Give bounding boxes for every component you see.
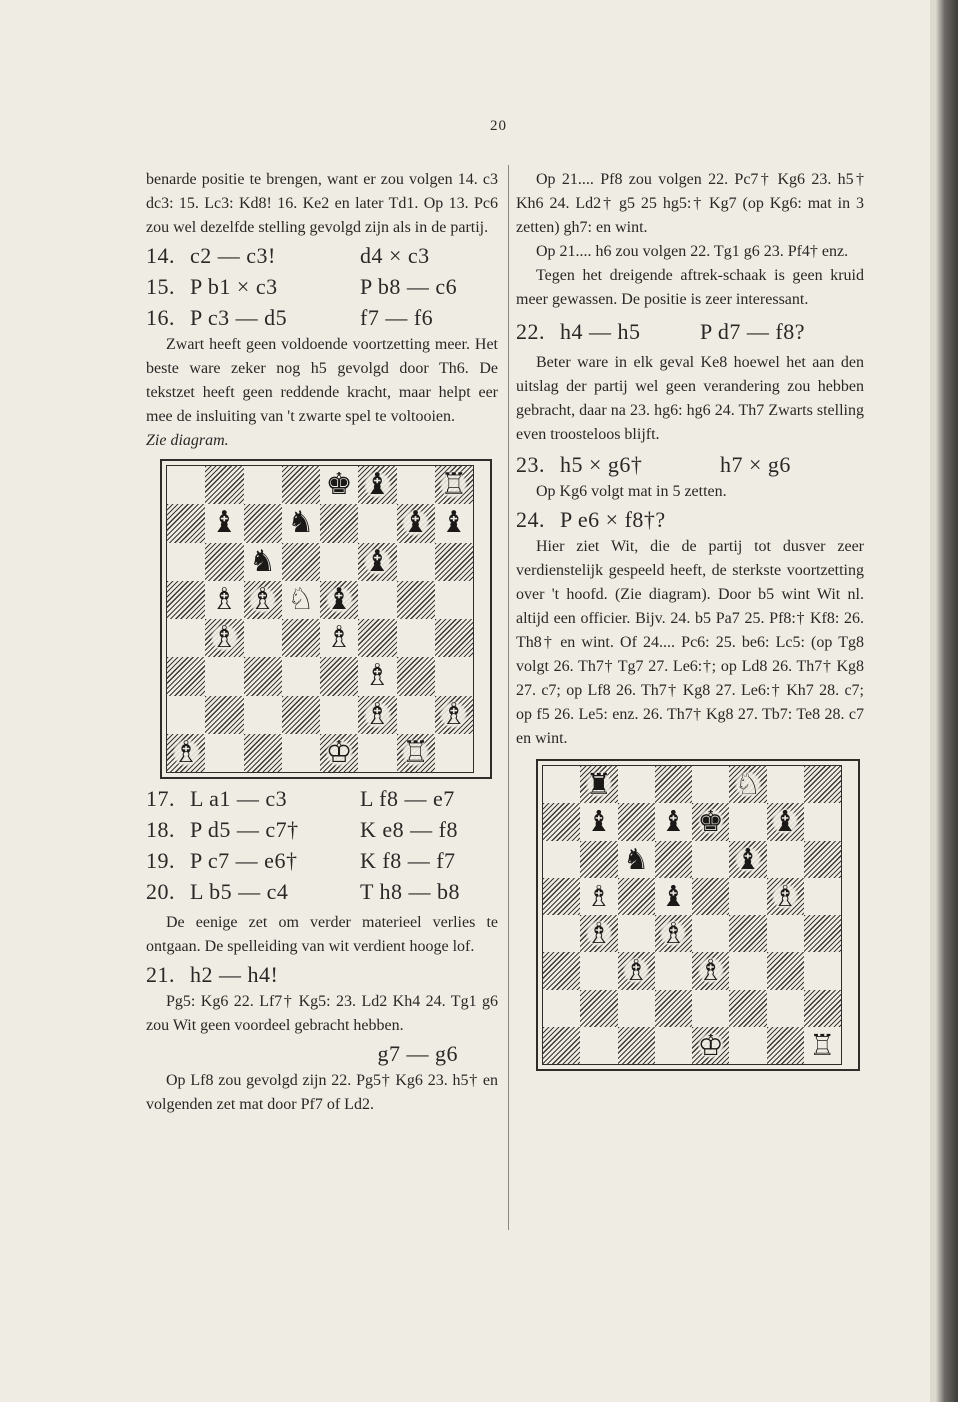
board-square (205, 696, 243, 734)
board-square (167, 696, 205, 734)
black-move: L f8 — e7 (360, 786, 455, 811)
board-square (729, 878, 766, 915)
moves-14-16 (146, 240, 498, 333)
board-square (729, 915, 766, 952)
white-move: h5 × g6† (560, 452, 643, 477)
move-number: 14. (146, 243, 175, 268)
board-square (729, 841, 766, 878)
move-21 (146, 959, 498, 990)
board-square (692, 990, 729, 1027)
board-grid (542, 765, 842, 1065)
board-square (205, 619, 243, 657)
black-bishop-icon: ♝ (772, 804, 799, 839)
white-move: P b1 × c3 (190, 274, 278, 299)
board-square (655, 841, 692, 878)
board-square (767, 841, 804, 878)
paragraph-2: Zwart heeft geen voldoende voortzetting meer. Het beste ware zeker nog h5 gevolgd door Th6. De tekstzet heeft geen reddende kracht, maar helpt eer mee de insluiting van 't zwarte spel te voltooien. (146, 336, 498, 425)
white-bishop-icon: ♗ (623, 953, 650, 988)
board-square (320, 466, 358, 504)
board-square (167, 543, 205, 581)
board-square (244, 734, 282, 772)
board-square (543, 1027, 580, 1064)
paragraph-10: Op Kg6 volgt mat in 5 zetten. (536, 483, 727, 500)
board-square (282, 734, 320, 772)
board-square (804, 841, 841, 878)
board-square (358, 504, 396, 542)
board-square (167, 504, 205, 542)
board-square (205, 543, 243, 581)
move-24 (516, 504, 864, 535)
black-knight-icon: ♞ (249, 543, 277, 579)
board-square (767, 766, 804, 803)
white-bishop-icon: ♗ (772, 878, 799, 913)
board-square (729, 990, 766, 1027)
board-square (804, 915, 841, 952)
right-column (516, 168, 864, 1071)
see-diagram-note: Zie diagram. (146, 432, 229, 449)
paragraph-11: Hier ziet Wit, die de partij tot dusver zeer verdienstelijk gespeeld heeft, de sterkste voortzetting over 't hoofd. (Zie diagram). Door b5 wint Wit nl. altijd een officier. Bijv. 24. b5 Pa7 25. Pf8:† Kf8: 26. Th8† en wint. Of 24.... Pc6: 25. be6: Lc5: (op Tg8 volgt 26. Th7† Tg7 27. Le6:†; op Ld8 26. Th7† Kg8 27. c7; op Lf8 26. Th7† Kg8 27. Le6:† Kh7 28. c7; op f5 26. Le5: enz. 26. Th7† Kg8 27. Tb7: Te8 28. c7 en wint. (516, 538, 864, 747)
board-square (397, 466, 435, 504)
move-number: 22. (516, 319, 545, 344)
white-knight-icon: ♘ (734, 767, 761, 802)
move-number: 24. (516, 507, 545, 532)
board-square (580, 1027, 617, 1064)
column-divider (508, 165, 509, 1230)
black-move: g7 — g6 (377, 1041, 458, 1066)
page-edge-shadow (936, 0, 958, 1402)
board-square (692, 841, 729, 878)
board-square (618, 952, 655, 989)
board-square (435, 543, 473, 581)
board-square (435, 696, 473, 734)
board-square (397, 657, 435, 695)
board-square (244, 619, 282, 657)
left-column (146, 168, 498, 1117)
black-bishop-icon: ♝ (660, 804, 687, 839)
black-bishop-icon: ♝ (363, 543, 391, 579)
move-22 (516, 316, 864, 347)
move-number: 15. (146, 274, 175, 299)
white-move: P c3 — d5 (190, 305, 288, 330)
board-square (767, 878, 804, 915)
move-row (146, 271, 498, 302)
black-move: f7 — f6 (360, 305, 434, 330)
move-row (146, 814, 498, 845)
white-rook-icon: ♖ (440, 467, 468, 503)
black-move: d4 × c3 (360, 243, 430, 268)
board-square (320, 696, 358, 734)
board-square (692, 952, 729, 989)
board-square (358, 696, 396, 734)
white-move: L a1 — c3 (190, 786, 288, 811)
board-square (804, 990, 841, 1027)
white-king-icon: ♔ (325, 734, 353, 770)
board-square (692, 1027, 729, 1064)
board-square (167, 657, 205, 695)
paragraph-9: Beter ware in elk geval Ke8 hoewel het aan den uitslag der partij wel geen verandering zou hebben gebracht, daar na 23. hg6: hg6 24. Th7 Zwarts stelling even troosteloos blijft. (516, 354, 864, 443)
board-square (320, 657, 358, 695)
move-row (146, 240, 498, 271)
board-square (205, 657, 243, 695)
board-square (282, 466, 320, 504)
board-square (320, 504, 358, 542)
paragraph-5: Op Lf8 zou gevolgd zijn 22. Pg5† Kg6 23. h5† en volgenden zet mat door Pf7 of Ld2. (146, 1072, 498, 1113)
board-square (580, 803, 617, 840)
white-move: h4 — h5 (560, 319, 641, 344)
paragraph-4: Pg5: Kg6 22. Lf7† Kg5: 23. Ld2 Kh4 24. Tg1 g6 zou Wit geen voordeel gebracht hebben. (146, 993, 498, 1034)
move-row (146, 302, 498, 333)
board-square (729, 952, 766, 989)
board-square (435, 466, 473, 504)
white-bishop-icon: ♗ (172, 734, 200, 770)
board-square (167, 466, 205, 504)
board-square (397, 543, 435, 581)
board-square (655, 1027, 692, 1064)
board-square (167, 619, 205, 657)
board-square (282, 504, 320, 542)
board-square (580, 990, 617, 1027)
board-square (435, 734, 473, 772)
board-square (320, 734, 358, 772)
board-square (435, 504, 473, 542)
board-square (618, 766, 655, 803)
board-square (358, 619, 396, 657)
board-square (618, 990, 655, 1027)
white-move: P d5 — c7† (190, 817, 299, 842)
black-bishop-icon: ♝ (402, 505, 430, 541)
board-square (320, 619, 358, 657)
paragraph-6: Op 21.... Pf8 zou volgen 22. Pc7† Kg6 23. h5† Kh6 24. Ld2† g5 25 hg5:† Kg7 (op Kg6: mat in 3 zetten) gh7: en wint. (516, 171, 864, 236)
board-square (543, 841, 580, 878)
chess-diagram-1 (160, 459, 492, 779)
black-move: P d7 — f8? (700, 319, 806, 344)
white-rook-icon: ♖ (402, 734, 430, 770)
white-bishop-icon: ♗ (585, 878, 612, 913)
board-square (543, 990, 580, 1027)
board-square (397, 581, 435, 619)
board-square (205, 581, 243, 619)
move-row (146, 783, 498, 814)
board-square (244, 581, 282, 619)
board-square (244, 466, 282, 504)
board-square (804, 803, 841, 840)
board-square (804, 766, 841, 803)
black-bishop-icon: ♝ (660, 878, 687, 913)
board-square (655, 878, 692, 915)
white-bishop-icon: ♗ (440, 696, 468, 732)
move-row (146, 876, 498, 907)
black-bishop-icon: ♝ (734, 841, 761, 876)
black-knight-icon: ♞ (623, 841, 650, 876)
board-square (282, 581, 320, 619)
page-number: 20 (490, 118, 507, 134)
white-move: h2 — h4! (190, 962, 279, 987)
board-square (397, 734, 435, 772)
black-rook-icon: ♜ (585, 767, 612, 802)
board-square (397, 696, 435, 734)
board-square (358, 657, 396, 695)
move-23 (516, 449, 864, 480)
white-move: L b5 — c4 (190, 879, 289, 904)
move-row (146, 845, 498, 876)
board-square (435, 581, 473, 619)
board-square (543, 878, 580, 915)
black-bishop-icon: ♝ (210, 505, 238, 541)
paragraph-3: De eenige zet om verder materieel verlies te ontgaan. De spelleiding van wit verdient hooge lof. (146, 914, 498, 955)
move-number: 23. (516, 452, 545, 477)
board-square (543, 915, 580, 952)
board-square (618, 841, 655, 878)
board-square (655, 952, 692, 989)
board-square (244, 504, 282, 542)
board-square (767, 1027, 804, 1064)
white-bishop-icon: ♗ (660, 916, 687, 951)
board-square (320, 543, 358, 581)
white-move: P e6 × f8†? (560, 507, 666, 532)
board-square (618, 878, 655, 915)
board-square (282, 619, 320, 657)
board-square (358, 734, 396, 772)
black-move: K e8 — f8 (360, 817, 458, 842)
white-bishop-icon: ♗ (325, 620, 353, 656)
board-square (244, 696, 282, 734)
board-square (655, 990, 692, 1027)
board-square (767, 952, 804, 989)
board-square (543, 952, 580, 989)
board-square (205, 466, 243, 504)
board-square (167, 734, 205, 772)
board-grid (166, 465, 474, 773)
board-square (358, 581, 396, 619)
white-bishop-icon: ♗ (697, 953, 724, 988)
board-square (804, 1027, 841, 1064)
black-bishop-icon: ♝ (325, 581, 353, 617)
black-bishop-icon: ♝ (363, 467, 391, 503)
move-number: 17. (146, 786, 175, 811)
board-square (435, 657, 473, 695)
paragraph-8: Tegen het dreigende aftrek-schaak is geen kruid meer gewassen. De positie is zeer interessant. (516, 267, 864, 308)
board-square (435, 619, 473, 657)
board-square (655, 915, 692, 952)
board-square (692, 766, 729, 803)
board-square (767, 915, 804, 952)
board-square (655, 803, 692, 840)
white-bishop-icon: ♗ (363, 658, 391, 694)
board-square (729, 803, 766, 840)
board-square (767, 990, 804, 1027)
board-square (543, 803, 580, 840)
black-king-icon: ♚ (325, 467, 353, 503)
move-number: 18. (146, 817, 175, 842)
black-move: h7 × g6 (720, 452, 791, 477)
paragraph-7: Op 21.... h6 zou volgen 22. Tg1 g6 23. Pf4† enz. (536, 243, 849, 260)
white-move: P c7 — e6† (190, 848, 298, 873)
chess-diagram-2 (536, 759, 860, 1071)
black-move: T h8 — b8 (360, 879, 461, 904)
board-square (244, 657, 282, 695)
white-knight-icon: ♘ (287, 581, 315, 617)
board-square (580, 878, 617, 915)
board-square (320, 581, 358, 619)
board-square (358, 543, 396, 581)
board-square (580, 841, 617, 878)
black-move: K f8 — f7 (360, 848, 456, 873)
board-square (205, 504, 243, 542)
white-bishop-icon: ♗ (210, 581, 238, 617)
white-bishop-icon: ♗ (210, 620, 238, 656)
black-move: P b8 — c6 (360, 274, 458, 299)
board-square (692, 915, 729, 952)
board-square (282, 696, 320, 734)
board-square (580, 952, 617, 989)
black-bishop-icon: ♝ (585, 804, 612, 839)
board-square (655, 766, 692, 803)
white-rook-icon: ♖ (809, 1027, 836, 1062)
move-number: 16. (146, 305, 175, 330)
board-square (618, 915, 655, 952)
board-square (282, 657, 320, 695)
board-square (692, 803, 729, 840)
board-square (618, 803, 655, 840)
white-bishop-icon: ♗ (363, 696, 391, 732)
board-square (205, 734, 243, 772)
board-square (580, 915, 617, 952)
board-square (804, 952, 841, 989)
board-square (618, 1027, 655, 1064)
board-square (543, 766, 580, 803)
paragraph-1: benarde positie te brengen, want er zou volgen 14. c3 dc3: 15. Lc3: Kd8! 16. Ke2 en later Td1. Op 13. Pc6 zou wel dezelfde stelling gevolgd zijn als in de partij. (146, 171, 498, 236)
move-number: 20. (146, 879, 175, 904)
board-square (804, 878, 841, 915)
black-knight-icon: ♞ (287, 505, 315, 541)
board-square (729, 766, 766, 803)
white-bishop-icon: ♗ (249, 581, 277, 617)
board-square (580, 766, 617, 803)
board-square (358, 466, 396, 504)
board-square (692, 878, 729, 915)
board-square (729, 1027, 766, 1064)
board-square (397, 504, 435, 542)
board-square (767, 803, 804, 840)
white-move: c2 — c3! (190, 243, 276, 268)
move-number: 19. (146, 848, 175, 873)
moves-17-20 (146, 783, 498, 907)
black-king-icon: ♚ (697, 804, 724, 839)
move-21-black (146, 1038, 498, 1069)
board-square (282, 543, 320, 581)
black-bishop-icon: ♝ (440, 505, 468, 541)
white-king-icon: ♔ (697, 1027, 724, 1062)
board-square (244, 543, 282, 581)
white-bishop-icon: ♗ (585, 916, 612, 951)
board-square (167, 581, 205, 619)
move-number: 21. (146, 962, 175, 987)
board-square (397, 619, 435, 657)
